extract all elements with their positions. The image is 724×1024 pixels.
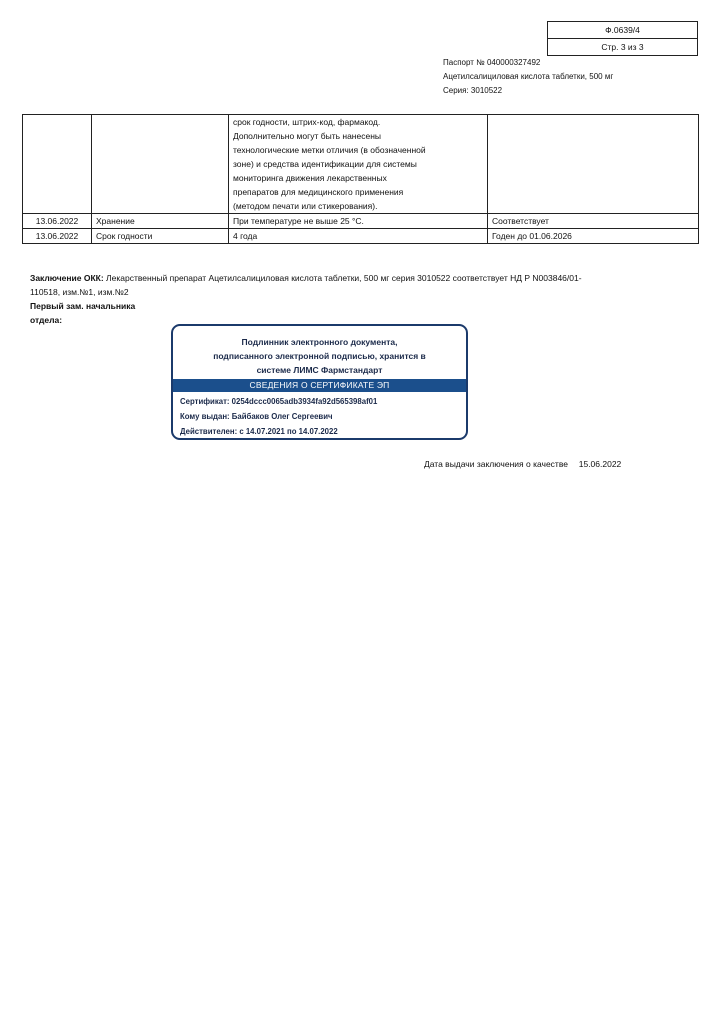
certificate-details: [173, 392, 466, 440]
issue-date-label: Дата выдачи заключения о качестве: [424, 459, 568, 469]
test-result: Соответствует: [488, 214, 699, 229]
conclusion-label: Заключение ОКК:: [30, 273, 104, 283]
product-name: Ацетилсалициловая кислота таблетки, 500 мг: [443, 72, 614, 81]
e-signature-stamp: [171, 324, 468, 440]
test-name: Срок годности: [92, 229, 229, 244]
continuation-line: мониторинга движения лекарственных: [233, 173, 387, 183]
certificate-number: Сертификат: 0254dccc0065adb3934fa92d565398af01: [180, 397, 378, 406]
test-result: Годен до 01.06.2026: [488, 229, 699, 244]
form-code-box: [547, 21, 698, 56]
signatory: [30, 299, 135, 327]
table-row: [23, 214, 699, 229]
test-name: Хранение: [92, 214, 229, 229]
continuation-line: препаратов для медицинского применения: [233, 187, 404, 197]
requirement-continuation: [229, 115, 488, 214]
test-date: 13.06.2022: [23, 214, 92, 229]
certificate-validity: Действителен: с 14.07.2021 по 14.07.2022: [180, 427, 338, 436]
continuation-line: технологические метки отличия (в обозначенной: [233, 145, 426, 155]
stamp-line: системе ЛИМС Фармстандарт: [256, 365, 383, 375]
certificate-info-band: СВЕДЕНИЯ О СЕРТИФИКАТЕ ЭП: [173, 379, 466, 392]
qc-conclusion: [30, 271, 590, 299]
table-row: [23, 115, 699, 214]
test-date: 13.06.2022: [23, 229, 92, 244]
stamp-line: подписанного электронной подписью, хранится в: [213, 351, 426, 361]
page-info: Стр. 3 из 3: [548, 38, 697, 55]
conclusion-text: Лекарственный препарат Ацетилсалициловая кислота таблетки, 500 мг серия 3010522 соответствует НД Р N003846/01-110518, изм.№1, изм.№2: [30, 273, 582, 297]
issue-date-value: 15.06.2022: [578, 459, 622, 469]
certificate-owner: Кому выдан: Байбаков Олег Сергеевич: [180, 412, 333, 421]
issue-date-line: [424, 459, 621, 469]
signatory-dept: отдела:: [30, 315, 63, 325]
table-row: [23, 229, 699, 244]
continuation-line: Дополнительно могут быть нанесены: [233, 131, 381, 141]
test-requirement: 4 года: [229, 229, 488, 244]
stamp-line: Подлинник электронного документа,: [241, 337, 398, 347]
test-requirement: При температуре не выше 25 °С.: [229, 214, 488, 229]
passport-header: [443, 56, 613, 98]
continuation-line: (методом печати или стикерования).: [233, 201, 378, 211]
series-number: Серия: 3010522: [443, 86, 503, 95]
form-code: Ф.0639/4: [605, 25, 640, 35]
continuation-line: срок годности, штрих-код, фармакод.: [233, 117, 381, 127]
test-results-table: [22, 114, 699, 244]
signatory-title: Первый зам. начальника: [30, 301, 136, 311]
passport-number: Паспорт № 040000327492: [443, 58, 541, 67]
continuation-line: зоне) и средства идентификации для системы: [233, 159, 417, 169]
stamp-header: [173, 335, 466, 377]
